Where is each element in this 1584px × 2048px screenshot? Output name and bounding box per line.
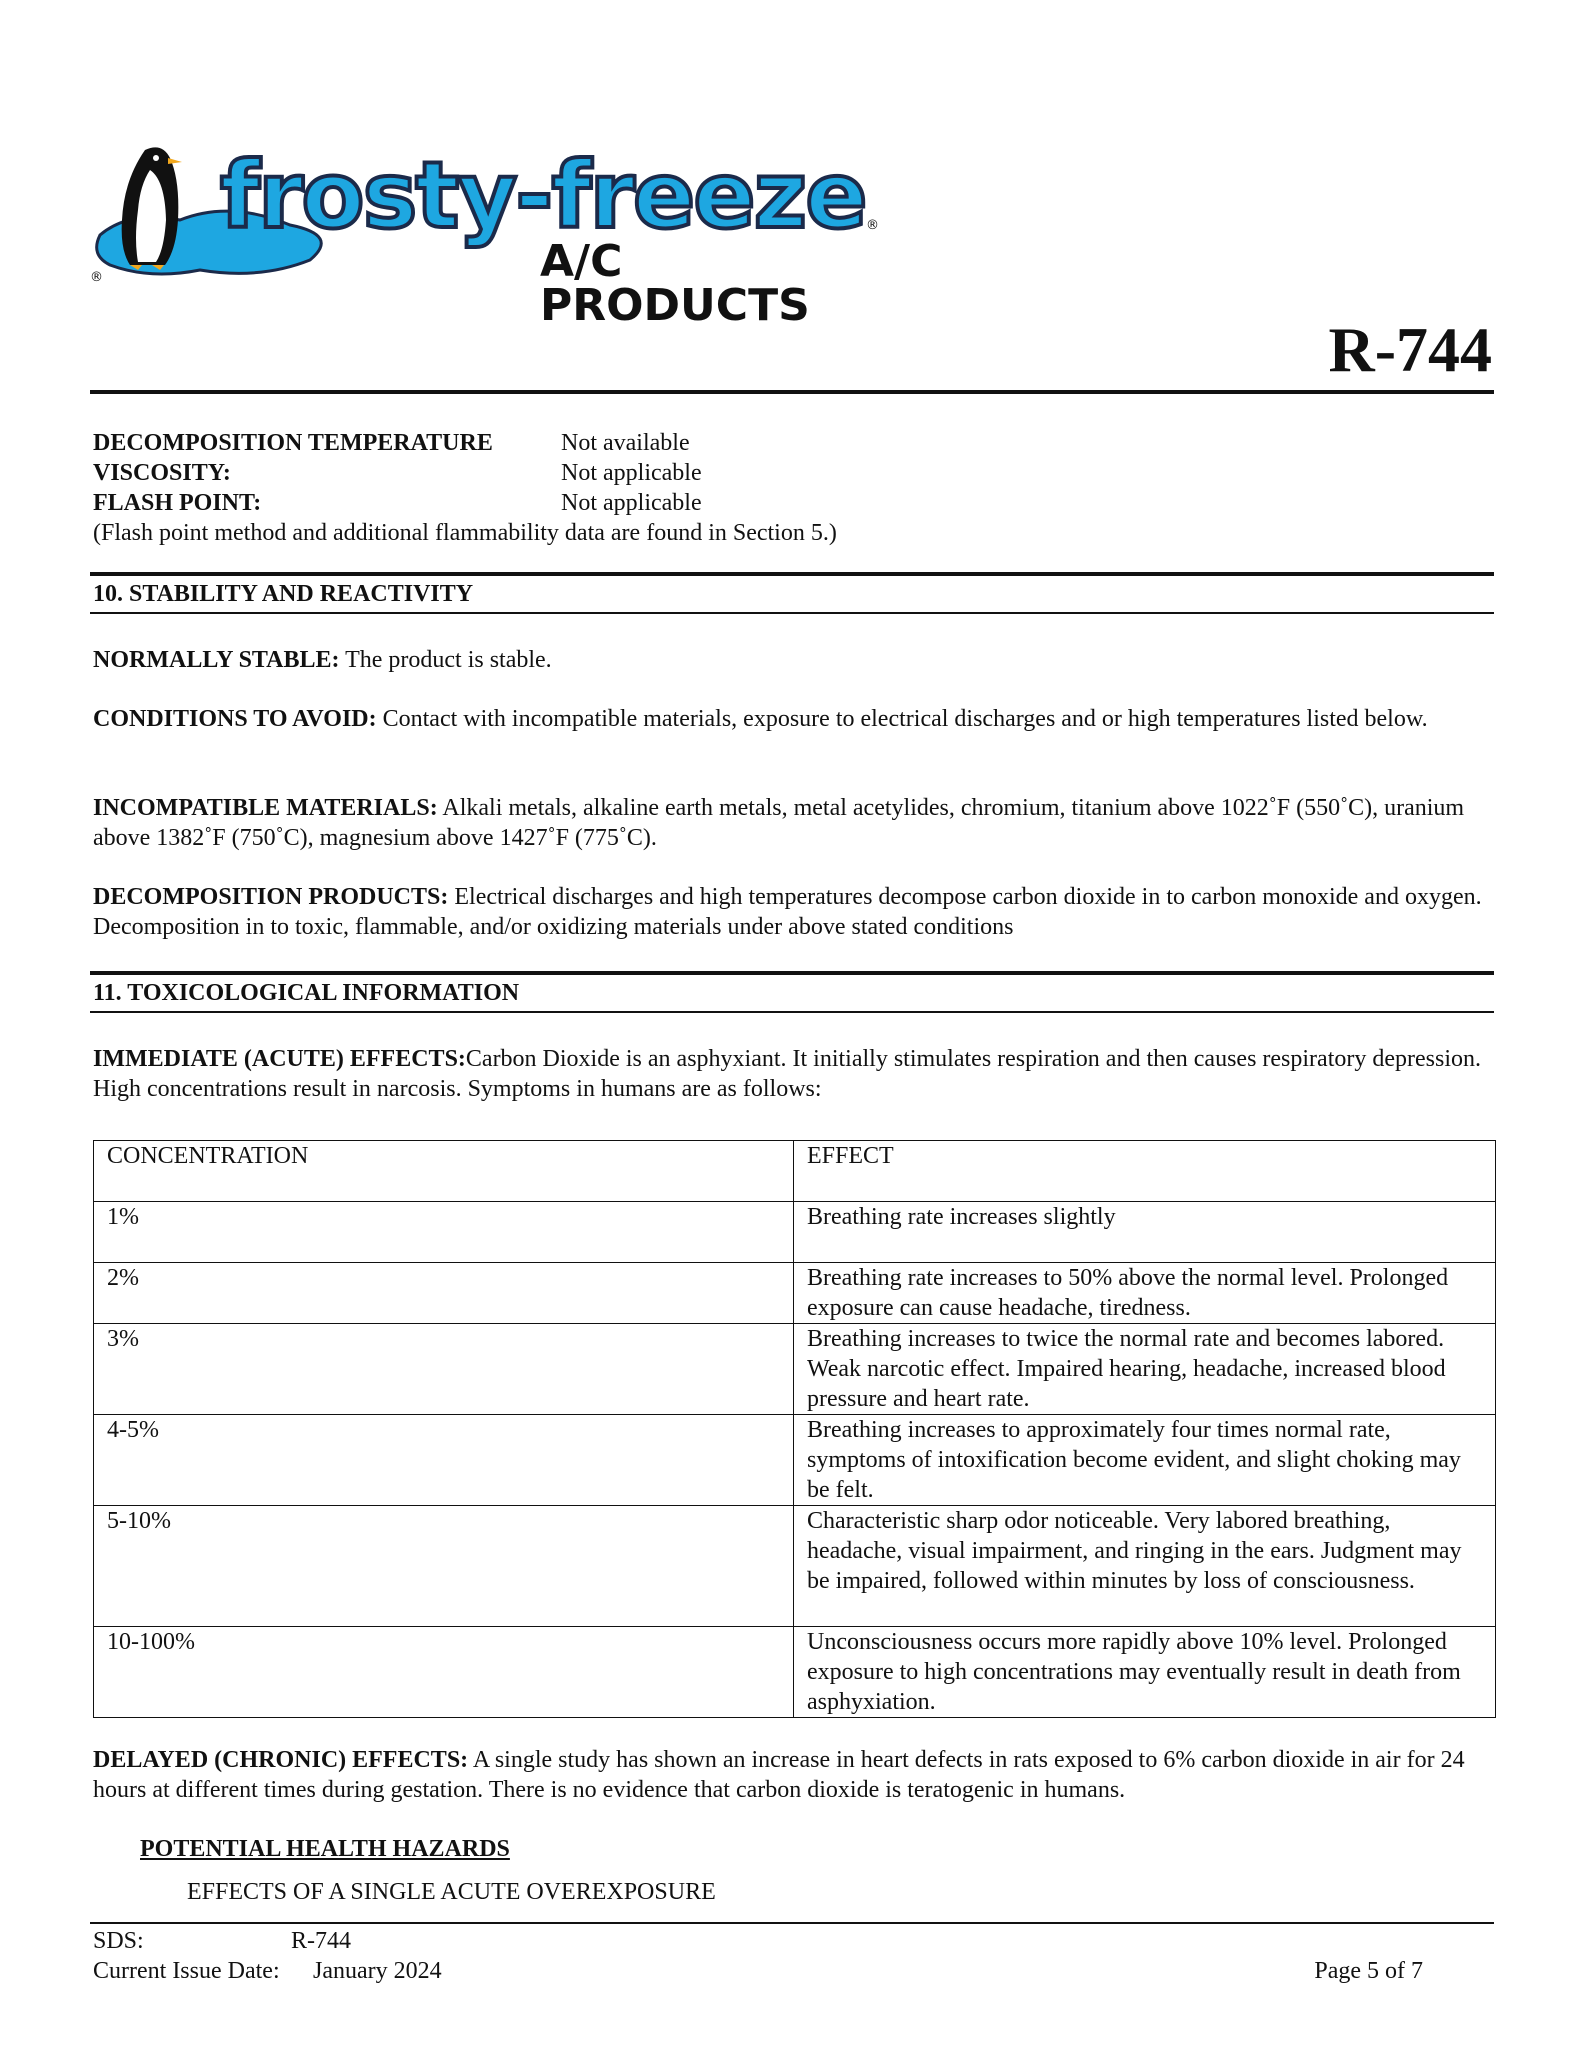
table-cell: 4-5% [94, 1415, 794, 1506]
physical-properties [93, 428, 837, 548]
section-rule [90, 1011, 1494, 1013]
field-text: Contact with incompatible materials, exposure to electrical discharges and or high temperatures listed below. [376, 706, 1428, 732]
field-label: IMMEDIATE (ACUTE) EFFECTS: [93, 1046, 466, 1072]
conditions-to-avoid-paragraph [93, 704, 1493, 734]
registered-mark-2: ® [866, 218, 879, 233]
footer-label: SDS: [93, 1928, 144, 1954]
table-cell: 10-100% [94, 1627, 794, 1718]
footer-rule [90, 1922, 1494, 1924]
registered-mark: ® [90, 270, 103, 285]
table-row [94, 1263, 1496, 1324]
footer-value: January 2024 [313, 1958, 442, 1984]
table-cell: 3% [94, 1324, 794, 1415]
column-header: CONCENTRATION [94, 1141, 794, 1202]
brand-subtitle: A/C PRODUCTS [540, 236, 810, 331]
field-label: INCOMPATIBLE MATERIALS: [93, 795, 438, 821]
property-label: DECOMPOSITION TEMPERATURE [93, 430, 493, 456]
brand-logo [90, 140, 890, 331]
table-row [94, 1506, 1496, 1627]
health-hazards-heading: POTENTIAL HEALTH HAZARDS [140, 1836, 510, 1862]
table-cell: 5-10% [94, 1506, 794, 1627]
column-header: EFFECT [794, 1141, 1496, 1202]
property-value: Not applicable [561, 490, 702, 516]
field-text: The product is stable. [339, 647, 552, 673]
section-rule [90, 612, 1494, 614]
field-text: Carbon Dioxide is an asphyxiant. It initially stimulates respiration and then causes respiratory depression. High concentrations result in narcosis. Symptoms in humans are as follows: [93, 1046, 1482, 1102]
field-label: DECOMPOSITION PRODUCTS: [93, 884, 449, 910]
section-rule [90, 572, 1494, 576]
property-label: VISCOSITY: [93, 460, 231, 486]
property-row [93, 428, 837, 458]
table-cell: Breathing rate increases to 50% above the normal level. Prolonged exposure can cause headache, tiredness. [794, 1263, 1496, 1324]
property-row [93, 488, 837, 518]
property-value: Not applicable [561, 460, 702, 486]
table-cell: Breathing increases to approximately four times normal rate, symptoms of intoxification become evident, and slight choking may be felt. [794, 1415, 1496, 1506]
page-number: Page 5 of 7 [1314, 1958, 1423, 1984]
table-cell: 1% [94, 1202, 794, 1263]
table-row [94, 1202, 1496, 1263]
property-row [93, 458, 837, 488]
footer-value: R-744 [291, 1928, 351, 1954]
incompatible-materials-paragraph [93, 793, 1493, 853]
chronic-effects-paragraph [93, 1745, 1493, 1805]
brand-name: frosty-freeze [220, 142, 866, 249]
page-footer [93, 1926, 1493, 1986]
field-text: Electrical discharges and high temperatures decompose carbon dioxide in to carbon monoxide and oxygen. Decomposition in to toxic, flammable, and/or oxidizing materials under above stated conditions [93, 884, 1482, 940]
table-header-row [94, 1141, 1496, 1202]
concentration-effects-table [93, 1140, 1496, 1718]
table-row [94, 1627, 1496, 1718]
decomposition-products-paragraph [93, 882, 1493, 942]
table-cell: Characteristic sharp odor noticeable. Very labored breathing, headache, visual impairment, and ringing in the ears. Judgment may be impaired, followed within minutes by loss of consciousness. [794, 1506, 1496, 1627]
field-label: NORMALLY STABLE: [93, 647, 340, 673]
footer-sds-row [93, 1926, 1493, 1956]
field-label: DELAYED (CHRONIC) EFFECTS: [93, 1747, 469, 1773]
field-text: Alkali metals, alkaline earth metals, metal acetylides, chromium, titanium above 1022˚F (550˚C), uranium above 1382˚F (750˚C), magnesium above 1427˚F (775˚C). [93, 795, 1465, 851]
section-11-title: 11. TOXICOLOGICAL INFORMATION [93, 980, 520, 1006]
field-label: CONDITIONS TO AVOID: [93, 706, 377, 732]
document-code: R-744 [1328, 314, 1492, 385]
header-rule [90, 390, 1494, 394]
property-label: FLASH POINT: [93, 490, 262, 516]
normally-stable-paragraph [93, 645, 1493, 675]
footer-date-row [93, 1956, 1493, 1986]
footer-label: Current Issue Date: [93, 1958, 280, 1984]
property-value: Not available [561, 430, 690, 456]
section-10-title: 10. STABILITY AND REACTIVITY [93, 581, 474, 607]
table-cell: Unconsciousness occurs more rapidly above 10% level. Prolonged exposure to high concentrations may eventually result in death from asphyxiation. [794, 1627, 1496, 1718]
table-row [94, 1324, 1496, 1415]
health-hazards-subheading: EFFECTS OF A SINGLE ACUTE OVEREXPOSURE [187, 1879, 716, 1905]
acute-effects-paragraph [93, 1044, 1493, 1104]
table-row [94, 1415, 1496, 1506]
table-cell: Breathing rate increases slightly [794, 1202, 1496, 1263]
section-rule [90, 971, 1494, 975]
table-cell: Breathing increases to twice the normal rate and becomes labored. Weak narcotic effect. Impaired hearing, headache, increased blood pressure and heart rate. [794, 1324, 1496, 1415]
table-cell: 2% [94, 1263, 794, 1324]
field-text: A single study has shown an increase in heart defects in rats exposed to 6% carbon dioxide in air for 24 hours at different times during gestation. There is no evidence that carbon dioxide is teratogenic in humans. [93, 1747, 1465, 1803]
properties-note: (Flash point method and additional flammability data are found in Section 5.) [93, 520, 837, 546]
